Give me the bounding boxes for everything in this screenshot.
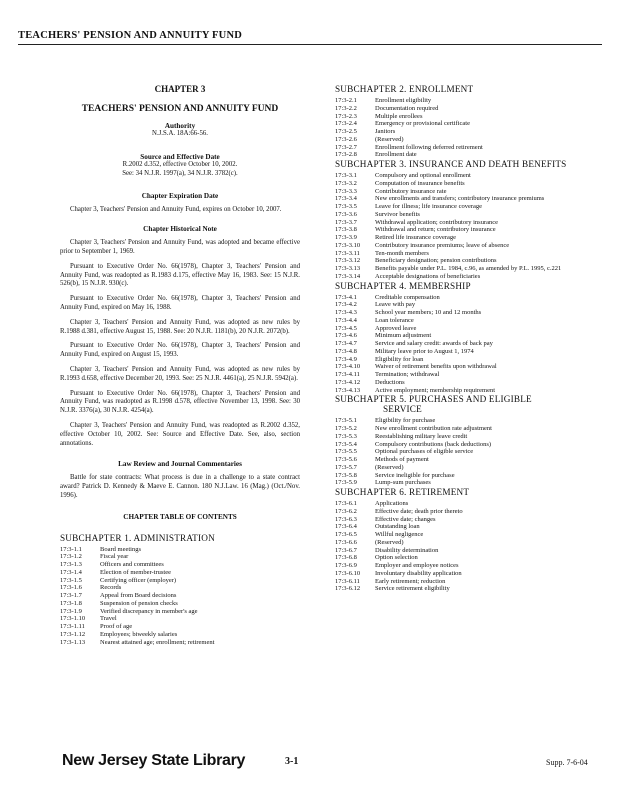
section-title: Applications xyxy=(375,500,409,507)
source-line-2: See: 34 N.J.R. 1997(a), 34 N.J.R. 3782(c). xyxy=(122,169,238,177)
toc-entry xyxy=(335,570,585,578)
subchapter-block xyxy=(335,281,585,395)
section-title: Survivor benefits xyxy=(375,210,420,218)
section-title: Approved leave xyxy=(375,324,417,332)
section-title: School year members; 10 and 12 months xyxy=(375,309,482,316)
toc-entry xyxy=(335,479,585,487)
section-title: Deductions xyxy=(375,378,405,386)
toc-entry xyxy=(60,600,300,608)
section-number: 17:3-3.6 xyxy=(335,210,357,218)
subchapter-title-text: SUBCHAPTER 5. PURCHASES AND ELIGIBLE xyxy=(335,394,532,405)
toc-entry xyxy=(335,203,585,211)
toc-entry xyxy=(335,97,585,105)
section-number: 17:3-3.8 xyxy=(335,226,357,234)
toc-entry xyxy=(335,180,585,188)
toc-entry xyxy=(335,516,585,524)
section-number: 17:3-4.4 xyxy=(335,316,357,324)
toc-entry xyxy=(335,425,585,433)
toc-entry xyxy=(335,188,585,196)
toc-entry xyxy=(335,113,585,121)
section-number: 17:3-5.6 xyxy=(335,456,357,463)
section-number: 17:3-2.7 xyxy=(335,143,357,151)
section-number: 17:3-4.7 xyxy=(335,340,357,347)
toc-entry xyxy=(60,608,300,616)
section-title: Retired life insurance coverage xyxy=(375,234,457,241)
section-title: Records xyxy=(100,584,122,592)
page-number: 3-1 xyxy=(285,756,299,767)
subchapter-title xyxy=(335,394,585,414)
toc-entry xyxy=(335,151,585,159)
section-number: 17:3-2.3 xyxy=(335,112,357,120)
history-paragraph: Chapter 3, Teachers' Pension and Annuity Fund, was adopted and became effective prior to September 1, 1969. xyxy=(60,239,300,255)
subchapter-title xyxy=(60,533,300,543)
section-number: 17:3-4.5 xyxy=(335,324,357,332)
section-title: Leave with pay xyxy=(375,301,416,309)
section-title: Contributory insurance premiums; leave of absence xyxy=(375,241,510,249)
history-paragraph: Pursuant to Executive Order No. 66(1978), Chapter 3, Teachers' Pension and Annuity Fund, was readopted as R.1983 d.175, effective May 16, 1983. See: 15 N.J.R. 526(b), 15 N.J.R. 930(c). xyxy=(60,262,300,288)
subchapter-title xyxy=(335,487,585,497)
toc-entry xyxy=(335,250,585,258)
section-title: Multiple enrollees xyxy=(375,112,423,120)
toc-entry xyxy=(335,417,585,425)
chapter-label: CHAPTER 3 xyxy=(154,84,206,94)
toc-entry xyxy=(335,547,585,555)
toc-entry xyxy=(60,615,300,623)
toc-entry xyxy=(335,325,585,333)
section-number: 17:3-5.2 xyxy=(335,425,357,432)
section-title: Compulsory and optional enrollment xyxy=(375,172,471,179)
toc-entry xyxy=(335,531,585,539)
toc-entry xyxy=(335,464,585,472)
toc-entry xyxy=(60,631,300,639)
section-number: 17:3-5.5 xyxy=(335,448,357,456)
section-number: 17:3-4.12 xyxy=(335,378,361,386)
toc-entry xyxy=(335,120,585,128)
section-title: Emergency or provisional certificate xyxy=(375,120,470,128)
subchapter-title-text: SUBCHAPTER 6. RETIREMENT xyxy=(335,487,470,497)
history-paragraph: Pursuant to Executive Order No. 66(1978), Chapter 3, Teachers' Pension and Annuity Fund, expired on May 16, 1988. xyxy=(60,295,300,311)
subchapter-title-text: SUBCHAPTER 4. MEMBERSHIP xyxy=(335,280,471,291)
section-number: 17:3-1.7 xyxy=(60,592,82,600)
section-number: 17:3-1.9 xyxy=(60,607,82,615)
section-title: Termination; withdrawal xyxy=(375,371,440,378)
toc-left xyxy=(60,533,300,647)
section-number: 17:3-3.7 xyxy=(335,218,357,226)
section-number: 17:3-1.13 xyxy=(60,638,86,646)
toc-entry xyxy=(335,387,585,395)
subchapter-title-continuation: SERVICE xyxy=(383,404,422,415)
section-title: (Reserved) xyxy=(375,135,404,143)
section-title: Contributory insurance rate xyxy=(375,187,447,195)
toc-entry xyxy=(335,172,585,180)
section-title: Outstanding loan xyxy=(375,523,420,531)
toc-entry xyxy=(335,433,585,441)
section-number: 17:3-4.1 xyxy=(335,293,357,301)
section-number: 17:3-1.3 xyxy=(60,561,82,569)
section-number: 17:3-2.2 xyxy=(335,104,357,112)
toc-entry xyxy=(335,234,585,242)
history-heading: Chapter Historical Note xyxy=(143,225,217,234)
toc-entry xyxy=(60,561,300,569)
section-number: 17:3-6.4 xyxy=(335,523,357,531)
subchapter-title-text: SUBCHAPTER 2. ENROLLMENT xyxy=(335,84,474,94)
section-title: Eligibility for purchase xyxy=(375,417,436,425)
subchapter-block xyxy=(335,394,585,487)
section-title: Lump-sum purchases xyxy=(375,479,431,487)
toc-entry xyxy=(335,144,585,152)
section-number: 17:3-3.11 xyxy=(335,249,360,257)
section-title: Loan tolerance xyxy=(375,316,414,324)
toc-entry xyxy=(335,332,585,340)
section-title: (Reserved) xyxy=(375,538,404,546)
subchapter-title-text: SUBCHAPTER 1. ADMINISTRATION xyxy=(60,532,215,543)
section-number: 17:3-6.12 xyxy=(335,585,361,593)
toc-entry xyxy=(335,136,585,144)
section-title: Ten-month members xyxy=(375,249,429,257)
section-title: Creditable compensation xyxy=(375,293,440,301)
source-line-1: R.2002 d.352, effective October 10, 2002. xyxy=(122,160,238,168)
toc-entry xyxy=(335,301,585,309)
toc-entry xyxy=(335,105,585,113)
toc-entry xyxy=(60,623,300,631)
section-title: Withdrawal application; contributory insurance xyxy=(375,218,499,226)
section-number: 17:3-2.4 xyxy=(335,120,357,128)
right-column xyxy=(335,84,585,593)
section-number: 17:3-5.3 xyxy=(335,432,357,440)
authority-heading: Authority xyxy=(164,122,196,130)
toc-entry xyxy=(60,584,300,592)
section-number: 17:3-5.7 xyxy=(335,463,357,471)
section-number: 17:3-5.9 xyxy=(335,479,357,487)
section-number: 17:3-1.5 xyxy=(60,576,82,584)
toc-entry xyxy=(60,639,300,647)
toc-entry xyxy=(335,363,585,371)
section-number: 17:3-1.2 xyxy=(60,553,82,561)
section-number: 17:3-6.9 xyxy=(335,562,357,569)
toc-entry xyxy=(335,128,585,136)
toc-entry xyxy=(335,348,585,356)
section-title: Nearest attained age; enrollment; retirement xyxy=(100,638,215,646)
section-title: Acceptable designations of beneficiaries xyxy=(375,272,481,280)
subchapter-block xyxy=(60,533,300,647)
section-title: Active employment; membership requirement xyxy=(375,386,496,394)
section-title: Officers and committees xyxy=(100,561,164,569)
section-number: 17:3-6.2 xyxy=(335,507,357,515)
section-title: Involuntary disability application xyxy=(375,569,462,577)
toc-entry xyxy=(335,257,585,265)
toc-entry xyxy=(335,441,585,449)
section-title: Willful negligence xyxy=(375,531,424,538)
section-number: 17:3-6.1 xyxy=(335,500,357,507)
supplement-date: Supp. 7-6-04 xyxy=(546,758,588,767)
expiration-heading: Chapter Expiration Date xyxy=(141,192,219,201)
toc-entry xyxy=(335,508,585,516)
section-title: Employer and employee notices xyxy=(375,562,459,569)
source-heading: Source and Effective Date xyxy=(140,152,220,161)
section-number: 17:3-3.14 xyxy=(335,272,361,280)
section-number: 17:3-5.4 xyxy=(335,440,357,448)
toc-entry xyxy=(335,309,585,317)
section-title: Early retirement; reduction xyxy=(375,577,446,585)
section-title: Beneficiary designation; pension contributions xyxy=(375,257,497,265)
left-column xyxy=(60,84,300,646)
expiration-text: Chapter 3, Teachers' Pension and Annuity Fund, expires on October 10, 2007. xyxy=(70,206,282,214)
section-number: 17:3-6.3 xyxy=(335,515,357,523)
section-title: Janitors xyxy=(375,128,396,135)
section-number: 17:3-1.1 xyxy=(60,545,82,553)
section-title: Compulsory contributions (back deductions) xyxy=(375,440,492,448)
section-number: 17:3-6.11 xyxy=(335,577,360,585)
section-number: 17:3-3.3 xyxy=(335,187,357,195)
subchapter-title xyxy=(335,84,585,94)
history-paragraph: Chapter 3, Teachers' Pension and Annuity Fund, was adopted as new rules by R.1988 d.381, effective August 15, 1988. See: 20 N.J.R. 1181(b), 20 N.J.R. 2072(b). xyxy=(60,318,300,335)
toc-entry xyxy=(335,219,585,227)
section-title: Appeal from Board decisions xyxy=(100,592,177,600)
section-title: Documentation required xyxy=(375,104,439,112)
section-number: 17:3-4.11 xyxy=(335,371,360,378)
toc-entry xyxy=(335,472,585,480)
section-number: 17:3-4.3 xyxy=(335,309,357,316)
section-title: Service and salary credit: awards of back pay xyxy=(375,340,493,347)
section-title: Enrollment eligibility xyxy=(375,97,432,104)
section-title: New enrollments and transfers; contributory insurance premiums xyxy=(375,195,545,203)
section-title: Minimum adjustment xyxy=(375,332,432,340)
subchapter-title xyxy=(335,281,585,291)
section-number: 17:3-2.6 xyxy=(335,135,357,143)
toc-entry xyxy=(335,448,585,456)
section-title: Effective date; death prior thereto xyxy=(375,507,463,515)
toc-entry xyxy=(335,265,585,273)
section-number: 17:3-2.8 xyxy=(335,151,357,159)
running-header: TEACHERS' PENSION AND ANNUITY FUND xyxy=(18,30,602,45)
section-title: Benefits payable under P.L. 1984, c.96, as amended by P.L. 1995, c.221 xyxy=(375,265,562,272)
section-title: Leave for illness; life insurance coverage xyxy=(375,203,483,210)
toc-entry xyxy=(335,456,585,464)
toc-entry xyxy=(335,523,585,531)
toc-entry xyxy=(335,273,585,281)
section-number: 17:3-1.6 xyxy=(60,584,82,592)
section-number: 17:3-5.1 xyxy=(335,417,357,425)
section-number: 17:3-3.4 xyxy=(335,195,357,203)
section-number: 17:3-1.12 xyxy=(60,630,86,638)
subchapter-block xyxy=(335,487,585,593)
toc-entry xyxy=(335,539,585,547)
section-title: Board meetings xyxy=(100,545,141,553)
section-number: 17:3-1.8 xyxy=(60,599,82,607)
section-title: Election of member-trustee xyxy=(100,568,171,576)
toc-entry xyxy=(335,562,585,570)
toc-entry xyxy=(335,379,585,387)
section-number: 17:3-4.13 xyxy=(335,386,361,394)
section-title: Fiscal year xyxy=(100,553,129,561)
section-title: Eligibility for loan xyxy=(375,355,424,363)
toc-entry xyxy=(335,500,585,508)
toc-entry xyxy=(335,317,585,325)
section-number: 17:3-4.6 xyxy=(335,332,357,340)
section-title: (Reserved) xyxy=(375,463,404,471)
section-number: 17:3-4.10 xyxy=(335,363,361,371)
authority-text: N.J.S.A. 18A:66-56. xyxy=(152,130,208,137)
history-notes xyxy=(60,239,300,448)
section-title: Reestablishing military leave credit xyxy=(375,432,468,440)
section-number: 17:3-3.13 xyxy=(335,265,361,272)
section-number: 17:3-4.8 xyxy=(335,347,357,355)
history-paragraph: Pursuant to Executive Order No. 66(1978), Chapter 3, Teachers' Pension and Annuity Fund, was readopted as R.1998 d.578, effective November 13, 1998. See: 30 N.J.R. 3376(a), 30 N.J.R. 4254(a). xyxy=(60,389,300,415)
section-title: Waiver of retirement benefits upon withdrawal xyxy=(375,363,497,371)
section-title: Effective date; changes xyxy=(375,515,436,523)
toc-entry xyxy=(335,356,585,364)
section-title: Withdrawal and return; contributory insurance xyxy=(375,226,496,234)
toc-entry xyxy=(335,554,585,562)
section-title: Methods of payment xyxy=(375,456,429,463)
toc-entry xyxy=(60,569,300,577)
history-paragraph: Chapter 3, Teachers' Pension and Annuity Fund, was readopted as R.2002 d.352, effective October 10, 2002. See: Source and Effective Date. See, also, section annotations. xyxy=(60,421,300,447)
section-title: Computation of insurance benefits xyxy=(375,179,465,187)
toc-entry xyxy=(60,592,300,600)
toc-entry xyxy=(335,578,585,586)
section-title: Suspension of pension checks xyxy=(100,599,178,607)
toc-entry xyxy=(335,340,585,348)
section-title: Travel xyxy=(100,615,117,623)
toc-entry xyxy=(60,577,300,585)
section-number: 17:3-6.6 xyxy=(335,538,357,546)
toc-entry xyxy=(335,294,585,302)
section-number: 17:3-6.10 xyxy=(335,569,361,577)
section-number: 17:3-2.5 xyxy=(335,128,357,135)
section-title: Military leave prior to August 1, 1974 xyxy=(375,347,474,355)
section-title: Optional purchases of eligible service xyxy=(375,448,474,456)
subchapter-title-text: SUBCHAPTER 3. INSURANCE AND DEATH BENEFITS xyxy=(335,159,567,169)
toc-entry xyxy=(335,371,585,379)
section-number: 17:3-1.4 xyxy=(60,568,82,576)
toc-entry xyxy=(60,546,300,554)
toc-entry xyxy=(335,195,585,203)
section-number: 17:3-1.10 xyxy=(60,615,86,623)
section-number: 17:3-3.12 xyxy=(335,257,361,265)
section-number: 17:3-5.8 xyxy=(335,471,357,479)
section-title: New enrollment contribution rate adjustment xyxy=(375,425,492,432)
section-title: Enrollment date xyxy=(375,151,417,159)
section-title: Option selection xyxy=(375,554,418,562)
law-review-heading: Law Review and Journal Commentaries xyxy=(118,460,242,469)
section-title: Proof of age xyxy=(100,623,133,631)
section-title: Certifying officer (employer) xyxy=(100,576,177,584)
section-number: 17:3-6.7 xyxy=(335,546,357,554)
toc-entry xyxy=(335,226,585,234)
section-title: Service ineligible for purchase xyxy=(375,471,455,479)
toc-entry xyxy=(60,553,300,561)
section-number: 17:3-3.5 xyxy=(335,203,357,210)
section-number: 17:3-3.10 xyxy=(335,241,361,249)
toc-heading: CHAPTER TABLE OF CONTENTS xyxy=(123,512,237,521)
section-number: 17:3-6.5 xyxy=(335,531,357,538)
toc-entry xyxy=(335,242,585,250)
section-title: Disability determination xyxy=(375,546,439,554)
law-review-text: Battle for state contracts: What process is due in a challenge to a state contract award? Patrick D. Kennedy & Maeve E. Cannon. 180 N.J.Law. 16 (Mag.) (Oct./Nov. 1996). xyxy=(60,474,300,499)
subchapter-title xyxy=(335,159,585,169)
section-number: 17:3-3.1 xyxy=(335,172,357,179)
chapter-title: TEACHERS' PENSION AND ANNUITY FUND xyxy=(81,104,279,114)
section-number: 17:3-2.1 xyxy=(335,97,357,104)
section-title: Service retirement eligibility xyxy=(375,585,450,593)
section-number: 17:3-6.8 xyxy=(335,554,357,562)
section-number: 17:3-3.2 xyxy=(335,179,357,187)
history-paragraph: Pursuant to Executive Order No. 66(1978), Chapter 3, Teachers' Pension and Annuity Fund, expired on August 15, 1993. xyxy=(60,342,300,359)
section-number: 17:3-3.9 xyxy=(335,234,357,241)
toc-entry xyxy=(335,585,585,593)
toc-entry xyxy=(335,211,585,219)
section-title: Enrollment following deferred retirement xyxy=(375,143,483,151)
subchapter-block xyxy=(335,84,585,159)
section-number: 17:3-4.2 xyxy=(335,301,357,309)
subchapter-block xyxy=(335,159,585,281)
section-title: Employees; biweekly salaries xyxy=(100,630,178,638)
library-watermark: New Jersey State Library xyxy=(62,752,246,769)
history-paragraph: Chapter 3, Teachers' Pension and Annuity Fund, was adopted as new rules by R.1993 d.658, effective December 20, 1993. See: 25 N.J.R. 4461(a), 25 N.J.R. 5942(a). xyxy=(60,365,300,382)
section-title: Verified discrepancy in member's age xyxy=(100,607,198,615)
section-number: 17:3-1.11 xyxy=(60,623,85,631)
section-number: 17:3-4.9 xyxy=(335,355,357,363)
